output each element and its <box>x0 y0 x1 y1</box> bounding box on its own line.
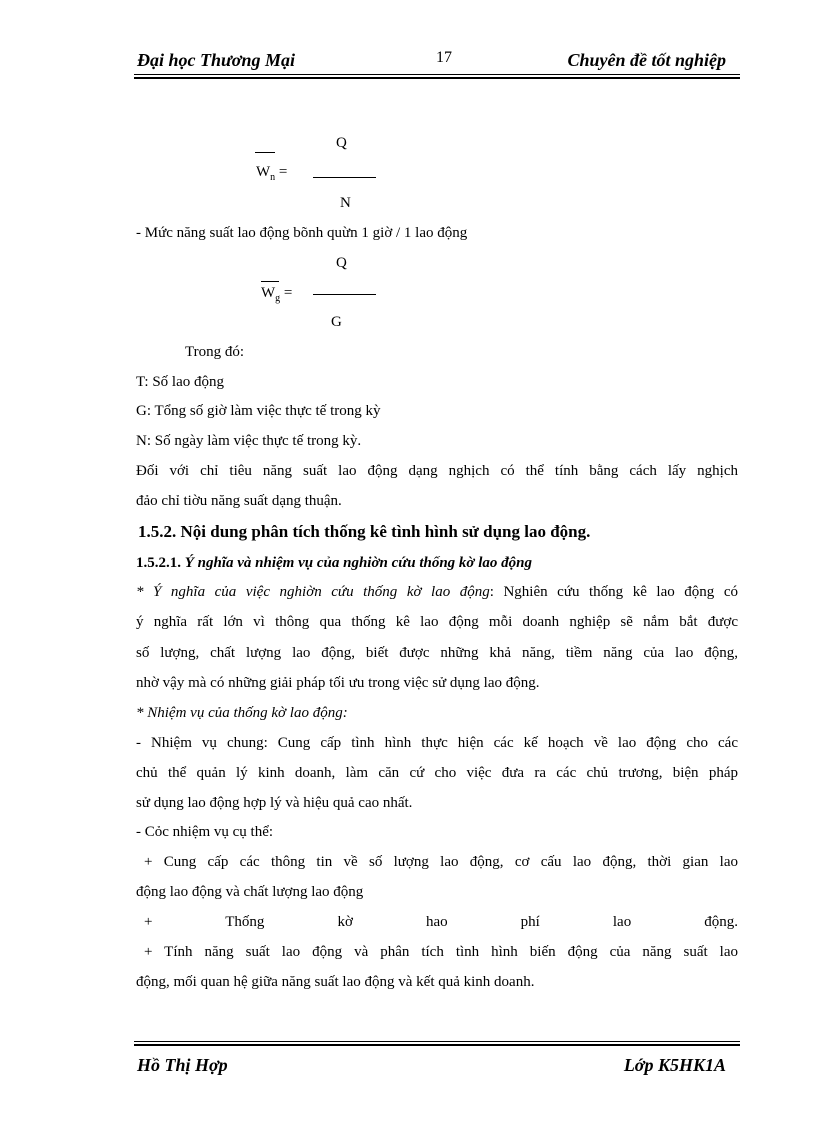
formula2-fraction-bar <box>313 294 376 295</box>
formula1-numerator: Q <box>336 135 347 151</box>
definition-n: N: Số ngày làm việc thực tế trong kỳ. <box>136 433 362 449</box>
header-thesis-title: Chuyên đề tốt nghiệp <box>567 50 726 70</box>
header-rule-thin <box>134 74 740 75</box>
formula1-denominator: N <box>340 195 351 211</box>
where-label: Trong đó: <box>185 344 245 360</box>
page-number: 17 <box>436 49 452 66</box>
formula2-denominator: G <box>331 314 342 330</box>
formula1-lhs: $W_n$ = <box>256 164 288 183</box>
meaning-line2: ý nghĩa rất lớn vì thông qua thống kê lao động mỗi doanh nghiệp sẽ nắm bắt được <box>136 614 738 630</box>
definition-g: G: Tổng số giờ làm việc thực tế trong kỳ <box>136 403 381 419</box>
bullet1-line1: + Cung cấp các thông tin về số lượng lao động, cơ cấu lao động, thời gian lao <box>144 854 738 870</box>
bullet3-line1: + Tính năng suất lao động và phân tích tình hình biến động của năng suất lao <box>144 944 738 960</box>
footer-class: Lớp K5HK1A <box>623 1055 726 1075</box>
meaning-lead: * Ý nghĩa của việc nghiờn cứu thống kờ lao động <box>136 584 490 600</box>
inverse-para-line2: đảo chỉ tiờu năng suất dạng thuận. <box>136 493 342 509</box>
subsection-heading <box>136 555 532 572</box>
definition-t: T: Số lao động <box>136 374 225 390</box>
avg-hour-line: - Mức năng suất lao động bõnh quừn 1 giờ / 1 lao động <box>136 225 468 241</box>
footer-rule-thin <box>134 1041 740 1042</box>
general-task-line1: - Nhiệm vụ chung: Cung cấp tình hình thực hiện các kế hoạch về lao động cho các <box>136 735 738 751</box>
subsection-number: 1.5.2.1. <box>136 555 181 571</box>
bullet1-line2: động lao động và chất lượng lao động <box>136 884 364 900</box>
bullet2: + Thống kờ hao phí lao động. <box>144 914 738 930</box>
meaning-line4: nhờ vậy mà có những giải pháp tối ưu trong việc sử dụng lao động. <box>136 675 540 691</box>
inverse-para-line1: Đối với chỉ tiêu năng suất lao động dạng nghịch có thể tính bằng cách lấy nghịch <box>136 463 738 479</box>
bullet3-line2: động, mối quan hệ giữa năng suất lao động và kết quả kinh doanh. <box>136 974 535 990</box>
specific-tasks-label: - Cỏc nhiệm vụ cụ thể: <box>136 824 274 840</box>
general-task-line2: chủ thể quản lý kinh doanh, làm căn cứ cho việc đưa ra các chủ trương, biện pháp <box>136 765 738 781</box>
formula1-overline <box>255 152 275 153</box>
section-heading: 1.5.2. Nội dung phân tích thống kê tình hình sử dụng lao động. <box>138 522 591 541</box>
meaning-line1 <box>136 584 738 601</box>
general-task-line3: sử dụng lao động hợp lý và hiệu quả cao nhất. <box>136 795 413 811</box>
footer-author: Hồ Thị Hợp <box>137 1055 228 1075</box>
subsection-title: Ý nghĩa và nhiệm vụ của nghiờn cứu thống kờ lao động <box>184 555 532 571</box>
formula2-numerator: Q <box>336 255 347 271</box>
formula1-fraction-bar <box>313 177 376 178</box>
formula2-overline <box>261 281 279 282</box>
tasks-heading: * Nhiệm vụ của thống kờ lao động: <box>136 705 348 721</box>
meaning-line1-rest: : Nghiên cứu thống kê lao động có <box>489 584 738 600</box>
meaning-line3: số lượng, chất lượng lao động, biết được những khả năng, tiềm năng của lao động, <box>136 645 738 661</box>
footer-rule-thick <box>134 1044 740 1046</box>
formula2-lhs: $W_g$ = <box>261 285 293 304</box>
header-university: Đại học Thương Mại <box>137 50 295 70</box>
header-rule-thick <box>134 77 740 79</box>
